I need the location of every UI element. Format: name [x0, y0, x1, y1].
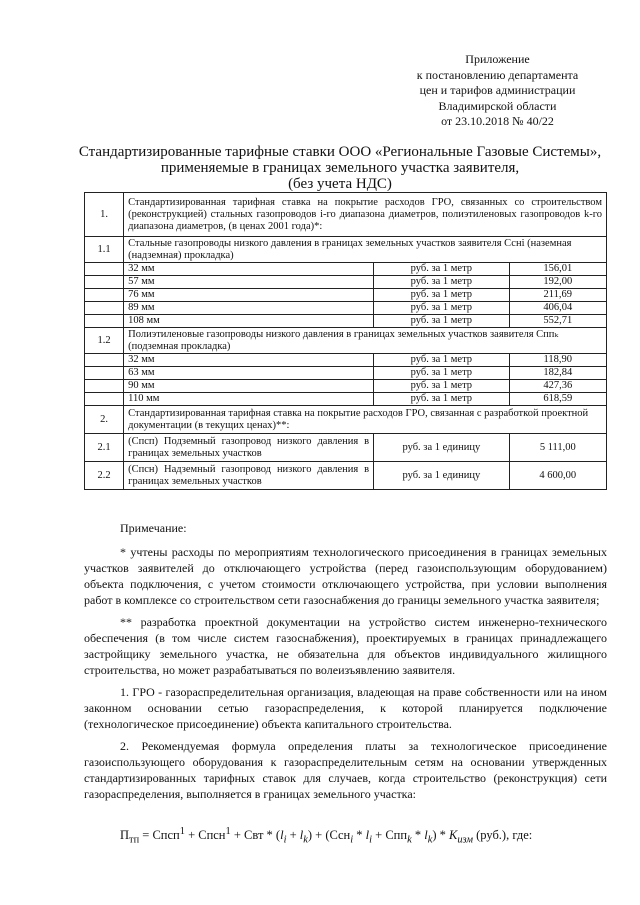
- table-row: [85, 462, 607, 490]
- pipe-diameter: 32 мм: [124, 354, 374, 367]
- price-cell: 211,69: [509, 289, 606, 302]
- formula-part: + Спсн: [184, 828, 226, 843]
- table-row: [85, 434, 607, 462]
- row-number: 2.2: [85, 462, 124, 490]
- table-row: [85, 315, 607, 328]
- document-title: [70, 144, 610, 192]
- appendix-line: Приложение: [465, 52, 530, 66]
- unit-cell: руб. за 1 метр: [374, 380, 510, 393]
- unit-cell: руб. за 1 метр: [374, 393, 510, 406]
- price-cell: 182,84: [509, 367, 606, 380]
- formula-coefficient: K: [448, 828, 458, 843]
- note-paragraph: 1. ГРО - газораспределительная организация, владеющая на праве собственности или на ином законном основании сетью газораспределения, к которой планируется подключение (технологическое присоединение) объекта капитального строительства.: [84, 685, 607, 731]
- table-row: [85, 302, 607, 315]
- appendix-line: цен и тарифов администрации: [419, 83, 576, 97]
- formula-part: *: [353, 828, 366, 843]
- pipe-diameter: 89 мм: [124, 302, 374, 315]
- pipe-diameter: 63 мм: [124, 367, 374, 380]
- price-cell: 552,71: [509, 315, 606, 328]
- table-row: [85, 237, 607, 263]
- table-row: [85, 367, 607, 380]
- table-row: [85, 276, 607, 289]
- row-number: 1.2: [85, 328, 124, 354]
- row-number: 1.: [85, 193, 124, 237]
- pipe-diameter: 108 мм: [124, 315, 374, 328]
- table-row: [85, 354, 607, 367]
- row-description: Полиэтиленовые газопроводы низкого давления в границах земельных участков заявителя Сппₖ (подземная прокладка): [124, 328, 607, 354]
- unit-cell: руб. за 1 метр: [374, 276, 510, 289]
- formula-part: + Спп: [372, 828, 408, 843]
- tariff-rates-table: [84, 192, 607, 490]
- notes-section: [84, 520, 607, 802]
- table-row: [85, 406, 607, 434]
- formula-sub: изм: [457, 834, 473, 846]
- pipe-diameter: 57 мм: [124, 276, 374, 289]
- unit-cell: руб. за 1 метр: [374, 263, 510, 276]
- pipe-diameter: 110 мм: [124, 393, 374, 406]
- formula-sup: 1: [225, 826, 231, 837]
- appendix-header: [390, 52, 605, 130]
- pipe-diameter: 90 мм: [124, 380, 374, 393]
- row-number: 1.1: [85, 237, 124, 263]
- unit-cell: руб. за 1 метр: [374, 315, 510, 328]
- table-row: [85, 263, 607, 276]
- formula-part: (руб.), где:: [472, 828, 533, 843]
- table-row: [85, 380, 607, 393]
- unit-cell: руб. за 1 метр: [374, 289, 510, 302]
- price-cell: 192,00: [509, 276, 606, 289]
- price-cell: 427,36: [509, 380, 606, 393]
- price-cell: 4 600,00: [509, 462, 606, 490]
- price-cell: 5 111,00: [509, 434, 606, 462]
- row-description: Стандартизированная тарифная ставка на покрытие расходов ГРО, связанная с разработкой проектной документации (в текущих ценах)**:: [124, 406, 607, 434]
- notes-heading: Примечание:: [120, 521, 187, 535]
- formula-part: = Спсп: [139, 828, 180, 843]
- row-number: 2.: [85, 406, 124, 434]
- unit-cell: руб. за 1 единицу: [374, 434, 510, 462]
- row-description: Стальные газопроводы низкого давления в границах земельных участков заявителя Ссні (наземная (надземная) прокладка): [124, 237, 607, 263]
- formula-sub: тп: [129, 834, 140, 846]
- unit-cell: руб. за 1 метр: [374, 302, 510, 315]
- formula-part: ) *: [432, 828, 449, 843]
- unit-cell: руб. за 1 метр: [374, 367, 510, 380]
- unit-cell: руб. за 1 метр: [374, 354, 510, 367]
- appendix-line: Владимирской области: [438, 98, 557, 113]
- title-line: применяемые в границах земельного участка заявителя,: [160, 160, 520, 176]
- unit-cell: руб. за 1 единицу: [374, 462, 510, 490]
- row-description: Стандартизированная тарифная ставка на покрытие расходов ГРО, связанных со строительством (реконструкцией) стальных газопроводов i-го диапазона диаметров, полиэтиленовых газопроводов k-го диапазона диаметров, (в ценах 2001 года)*:: [124, 193, 607, 237]
- pipe-diameter: 32 мм: [124, 263, 374, 276]
- title-line: Стандартизированные тарифные ставки ООО «Региональные Газовые Системы»,: [78, 144, 602, 160]
- formula-sup: 1: [179, 826, 185, 837]
- price-cell: 156,01: [509, 263, 606, 276]
- appendix-line: от 23.10.2018 № 40/22: [441, 114, 554, 128]
- note-paragraph: * учтены расходы по мероприятиям технологического присоединения в границах земельных участков заявителей до отключающего устройства (перед газоиспользующим оборудованием) объекта подключения, с учетом стоимости отключающего устройства, при условии выполнения работ в комплексе со строительством сети газоснабжения до границы земельного участка заявителя;: [84, 545, 607, 607]
- price-cell: 618,59: [509, 393, 606, 406]
- row-description: (Спсп) Подземный газопровод низкого давления в границах земельных участков: [124, 434, 374, 462]
- pipe-diameter: 76 мм: [124, 289, 374, 302]
- table-row: [85, 328, 607, 354]
- row-description: (Спсн) Надземный газопровод низкого давления в границах земельных участков: [124, 462, 374, 490]
- appendix-line: к постановлению департамента: [416, 67, 579, 82]
- note-paragraph: 2. Рекомендуемая формула определения платы за технологическое присоединение газоиспользующего оборудования к газораспределительным сетям на основании утвержденных стандартизированных тарифных ставок для случаев, когда строительство (реконструкция) сети газораспределения, выполняется в границах земельного участка:: [84, 739, 607, 801]
- title-line: (без учета НДС): [288, 176, 392, 192]
- table-row: [85, 193, 607, 237]
- fee-formula: $П_{тп}$ = Спсп$^1$ + Спсн$^1$ + Свт * $(l_i + l_k) + (Ссн_i * l_i + Спп_k * l_k) * K_{изм}$ (руб.), где:: [120, 826, 533, 846]
- note-paragraph: ** разработка проектной документации на устройство систем инженерно-технического обеспечения (в том числе систем газоснабжения), проектируемых в границах принадлежащего застройщику земельного участка, не обязательна для объектов индивидуального жилищного строительства, но может разрабатываться по волеизъявлению заявителя.: [84, 615, 607, 677]
- row-number: 2.1: [85, 434, 124, 462]
- table-row: [85, 393, 607, 406]
- formula-part: П: [120, 828, 130, 843]
- price-cell: 406,04: [509, 302, 606, 315]
- price-cell: 118,90: [509, 354, 606, 367]
- table-row: [85, 289, 607, 302]
- formula-part: ) + (Ссн: [307, 828, 351, 843]
- formula-part: + Свт * (: [230, 828, 281, 843]
